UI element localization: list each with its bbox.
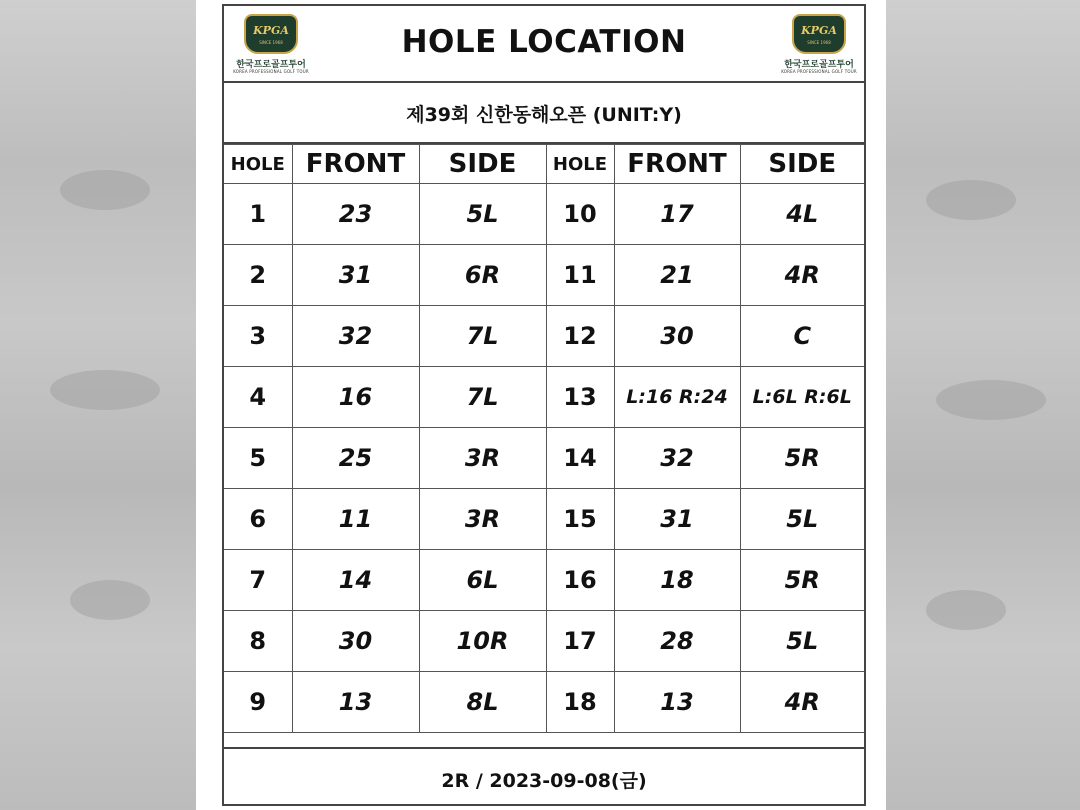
hole-number: 5 [224,428,292,489]
table-row [224,245,864,306]
side-distance: C [740,306,864,367]
kpga-logo-right: KPGA SINCE 1968 한국프로골프투어 KOREA PROFESSIONAL GOLF TOUR [778,14,860,76]
front-distance: 28 [614,611,740,672]
hole-number: 3 [224,306,292,367]
front-distance: 11 [292,489,419,550]
side-distance: 7L [419,306,546,367]
front-distance: 16 [292,367,419,428]
header [224,6,864,83]
front-distance: 32 [614,428,740,489]
table-row [224,184,864,245]
hole-location-sheet [222,4,866,806]
table-row [224,428,864,489]
hole-number: 7 [224,550,292,611]
side-distance: 4L [740,184,864,245]
side-distance: 5L [419,184,546,245]
column-header: SIDE [419,145,546,184]
hole-number: 18 [546,672,614,733]
front-distance: 18 [614,550,740,611]
column-header: FRONT [292,145,419,184]
side-distance: 6R [419,245,546,306]
blurred-background-left [0,0,196,810]
hole-number: 12 [546,306,614,367]
side-distance: 7L [419,367,546,428]
hole-number: 16 [546,550,614,611]
table-row [224,611,864,672]
side-distance: 8L [419,672,546,733]
kpga-badge-icon: KPGA SINCE 1968 [792,14,846,54]
hole-number: 17 [546,611,614,672]
front-distance: 32 [292,306,419,367]
front-distance: 31 [292,245,419,306]
side-distance: 4R [740,672,864,733]
front-distance: 31 [614,489,740,550]
front-distance: 30 [614,306,740,367]
front-distance: 13 [614,672,740,733]
footer [224,747,864,806]
table-row [224,367,864,428]
column-header: HOLE [546,145,614,184]
side-distance: 3R [419,428,546,489]
side-distance: 5L [740,489,864,550]
tournament-row [224,83,864,144]
front-distance: 23 [292,184,419,245]
table-row [224,306,864,367]
front-distance: 25 [292,428,419,489]
side-distance: 6L [419,550,546,611]
side-distance: L:6L R:6L [740,367,864,428]
round-date: 2R / 2023-09-08(금) [441,770,647,792]
kpga-logo-left: KPGA SINCE 1968 한국프로골프투어 KOREA PROFESSIONAL GOLF TOUR [230,14,312,76]
front-distance: 13 [292,672,419,733]
table-row [224,672,864,733]
hole-number: 15 [546,489,614,550]
side-distance: 3R [419,489,546,550]
hole-location-table [224,144,864,733]
front-distance: 14 [292,550,419,611]
side-distance: 4R [740,245,864,306]
hole-number: 1 [224,184,292,245]
hole-number: 9 [224,672,292,733]
blurred-background-right [886,0,1080,810]
side-distance: 5R [740,428,864,489]
hole-number: 4 [224,367,292,428]
hole-number: 6 [224,489,292,550]
front-distance: L:16 R:24 [614,367,740,428]
side-distance: 10R [419,611,546,672]
hole-number: 2 [224,245,292,306]
column-header: SIDE [740,145,864,184]
front-distance: 30 [292,611,419,672]
kpga-badge-icon: KPGA SINCE 1968 [244,14,298,54]
hole-number: 11 [546,245,614,306]
tournament-title: 제39회 신한동해오픈 (UNIT:Y) [406,104,682,126]
front-distance: 21 [614,245,740,306]
hole-number: 8 [224,611,292,672]
side-distance: 5R [740,550,864,611]
table-row [224,489,864,550]
side-distance: 5L [740,611,864,672]
table-row [224,550,864,611]
hole-number: 14 [546,428,614,489]
column-header: HOLE [224,145,292,184]
hole-location-card [196,0,886,810]
page-title: HOLE LOCATION [401,24,687,60]
column-header: FRONT [614,145,740,184]
hole-number: 13 [546,367,614,428]
table-header-row [224,145,864,184]
front-distance: 17 [614,184,740,245]
hole-number: 10 [546,184,614,245]
